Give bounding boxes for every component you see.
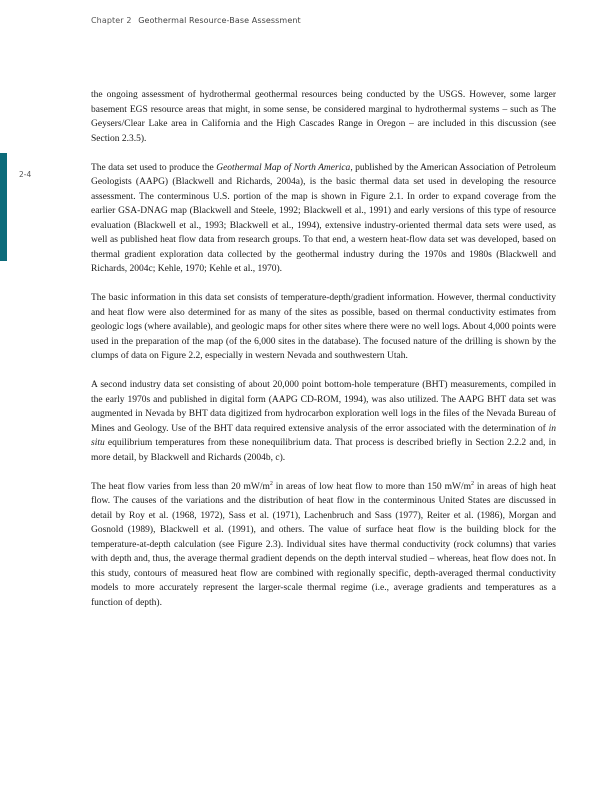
superscript-2-second: 2 [470,480,474,487]
paragraph-1: the ongoing assessment of hydrothermal geothermal resources being conducted by the USGS. However, some larger basement EGS resource areas that might, in some sense, be considered marginal to hydrothermal systems – such as The Geysers/Clear Lake area in California and the High Cascades Range in Oregon – are included in this discussion (see Section 2.3.5). [91,90,556,144]
body-text [91,88,556,625]
page-number: 2-4 [19,170,32,179]
paragraph-4-part-b: equilibrium temperatures from these nonequilibrium data. That process is described briefly in Section 2.2.2 and, in more detail, by Blackwell and Richards (2004b, c). [91,438,556,463]
paragraph-5 [91,480,556,611]
paragraph-4 [91,378,556,465]
paragraph-4-part-a: A second industry data set consisting of about 20,000 point bottom-hole temperature (BHT) measurements, compiled in the early 1970s and published in digital form (AAPG CD-ROM, 1994), was also utilized. The AAPG BHT data set was augmented in Nevada by BHT data digitized from hydrocarbon exploration well logs in the files of the Nevada Bureau of Mines and Geology. Use of the BHT data required extensive analysis of the error associated with the determination of [91,380,556,434]
paragraph-2-part-a: The data set used to produce the [91,162,217,173]
map-title-italic: Geothermal Map of North America [216,162,351,173]
side-accent-bar [0,153,7,261]
paragraph-5-part-c: in areas of high heat flow. The causes of the variations and the distribution of heat flow in the conterminous United States are discussed in detail by Roy et al. (1968, 1972), Sass et al. (1971), Lachenbruch and Sass (1977), Reiter et al. (1986), Morgan and Gosnold (1989), Blackwell et al. (1991), and others. The value of surface heat flow is the building block for the temperature-at-depth calculation (see Figure 2.3). Individual sites have thermal conductivity (rock columns) that varies with depth and, thus, the average thermal gradient depends on the depth interval studied – whereas, heat flow does not. In this study, contours of measured heat flow are combined with regionally specific, depth-averaged thermal conductivity models to more accurately represent the larger-scale thermal regime (i.e., average gradients and temperatures as a function of depth). [91,481,556,608]
paragraph-5-part-b: in areas of low heat flow to more than 150 mW/m [272,481,471,492]
superscript-2-first: 2 [269,480,273,487]
paragraph-2-part-b: , published by the American Association of Petroleum Geologists (AAPG) (Blackwell and Richards, 2004a), is the basic thermal data set used in developing the resource assessment. The conterminous U.S. portion of the map is shown in Figure 2.1. In order to expand coverage from the earlier GSA-DNAG map (Blackwell and Steele, 1992; Blackwell et al., 1991) and early versions of this type of resource evaluation (Blackwell et al., 1993; Blackwell et al., 1994), extensive industry-oriented thermal data sets were used, as well as published heat flow data from research groups. To that end, a western heat-flow data set was developed, based on thermal gradient exploration data collected by the geothermal industry during the 1970s and 1980s (Blackwell and Richards, 2004c; Kehle, 1970; Kehle et al., 1970). [91,162,556,274]
in-situ-italic: in situ [91,423,556,448]
chapter-label: Chapter 2 [91,16,132,25]
chapter-title: Geothermal Resource-Base Assessment [138,16,301,25]
running-header [91,16,301,25]
paragraph-3: The basic information in this data set consists of temperature-depth/gradient information. However, thermal conductivity and heat flow were also determined for as many of the sites as possible, based on thermal conductivity estimates from geologic logs (where available), and geologic maps for other sites where there were no well logs. About 4,000 points were used in the preparation of the map (of the 6,000 sites in the database). The focused nature of the drilling is shown by the clumps of data on Figure 2.2, especially in western Nevada and southwestern Utah. [91,293,556,361]
paragraph-5-part-a: The heat flow varies from less than 20 mW/m [91,481,270,492]
paragraph-2 [91,161,556,277]
